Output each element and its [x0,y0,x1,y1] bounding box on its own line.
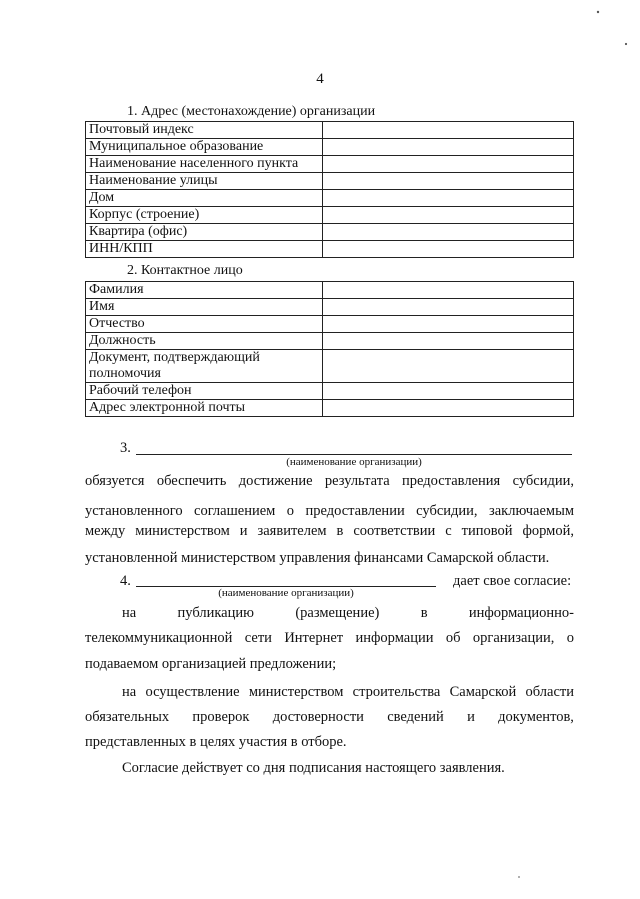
row-label: Документ, подтверждающий полномочия [86,350,323,383]
section2-heading: 2. Контактное лицо [127,263,243,278]
section3-number: 3. [120,440,131,456]
section3-line-1: обязуется обеспечить достижение результата предоставления субсидии, [85,473,574,489]
consent1-word: в [420,605,428,621]
organization-name-hint: (наименование организации) [286,456,422,468]
consent2-word: достоверности [272,709,364,725]
scan-speck [597,11,599,13]
row-label: Наименование улицы [86,173,323,190]
scan-speck [518,876,520,878]
row-label: Должность [86,333,323,350]
consent1-line-3: подаваемом организацией предложении; [85,656,337,672]
consent2-word: и [467,709,475,725]
section3-line-4: установленной министерством управления финансами Самарской области. [85,550,550,566]
consent1-word: (размещение) [295,605,380,621]
row-label: Отчество [86,316,323,333]
consent2-word: документов, [498,709,574,725]
row-label: ИНН/КПП [86,241,323,258]
section4-number: 4. [120,573,131,589]
consent2-word: обязательных [85,709,170,725]
row-label: Корпус (строение) [86,207,323,224]
consent1-word: информационно- [468,605,574,621]
consent2-word: сведений [387,709,444,725]
scan-speck [625,43,627,45]
consent2-word: проверок [192,709,250,725]
row-label: Фамилия [86,282,323,299]
consent1-word: на [122,605,137,621]
consent-suffix: дает свое согласие: [453,573,572,589]
row-label: Наименование населенного пункта [86,156,323,173]
row-label: Рабочий телефон [86,383,323,400]
row-label: Адрес электронной почты [86,400,323,417]
consent2-line-3: представленных в целях участия в отборе. [85,734,347,750]
consent2-line-1: на осуществление министерством строительства Самарской области [122,684,574,700]
row-label: Почтовый индекс [86,122,323,139]
section1-heading: 1. Адрес (местонахождение) организации [127,104,376,119]
consent1-word: публикацию [177,605,254,621]
row-label: Муниципальное образование [86,139,323,156]
closing-sentence: Согласие действует со дня подписания настоящего заявления. [122,760,505,776]
row-label: Дом [86,190,323,207]
row-label: Имя [86,299,323,316]
page-number: 4 [316,71,324,87]
section3-line-3: между министерством и заявителем в соответствии с типовой формой, [85,523,574,539]
organization-name-hint: (наименование организации) [218,587,354,599]
row-label: Квартира (офис) [86,224,323,241]
section3-line-2: установленного соглашением о предоставлении субсидии, заключаемым [85,503,574,519]
consent1-line-2: телекоммуникационной сети Интернет информации об организации, о [85,630,574,646]
